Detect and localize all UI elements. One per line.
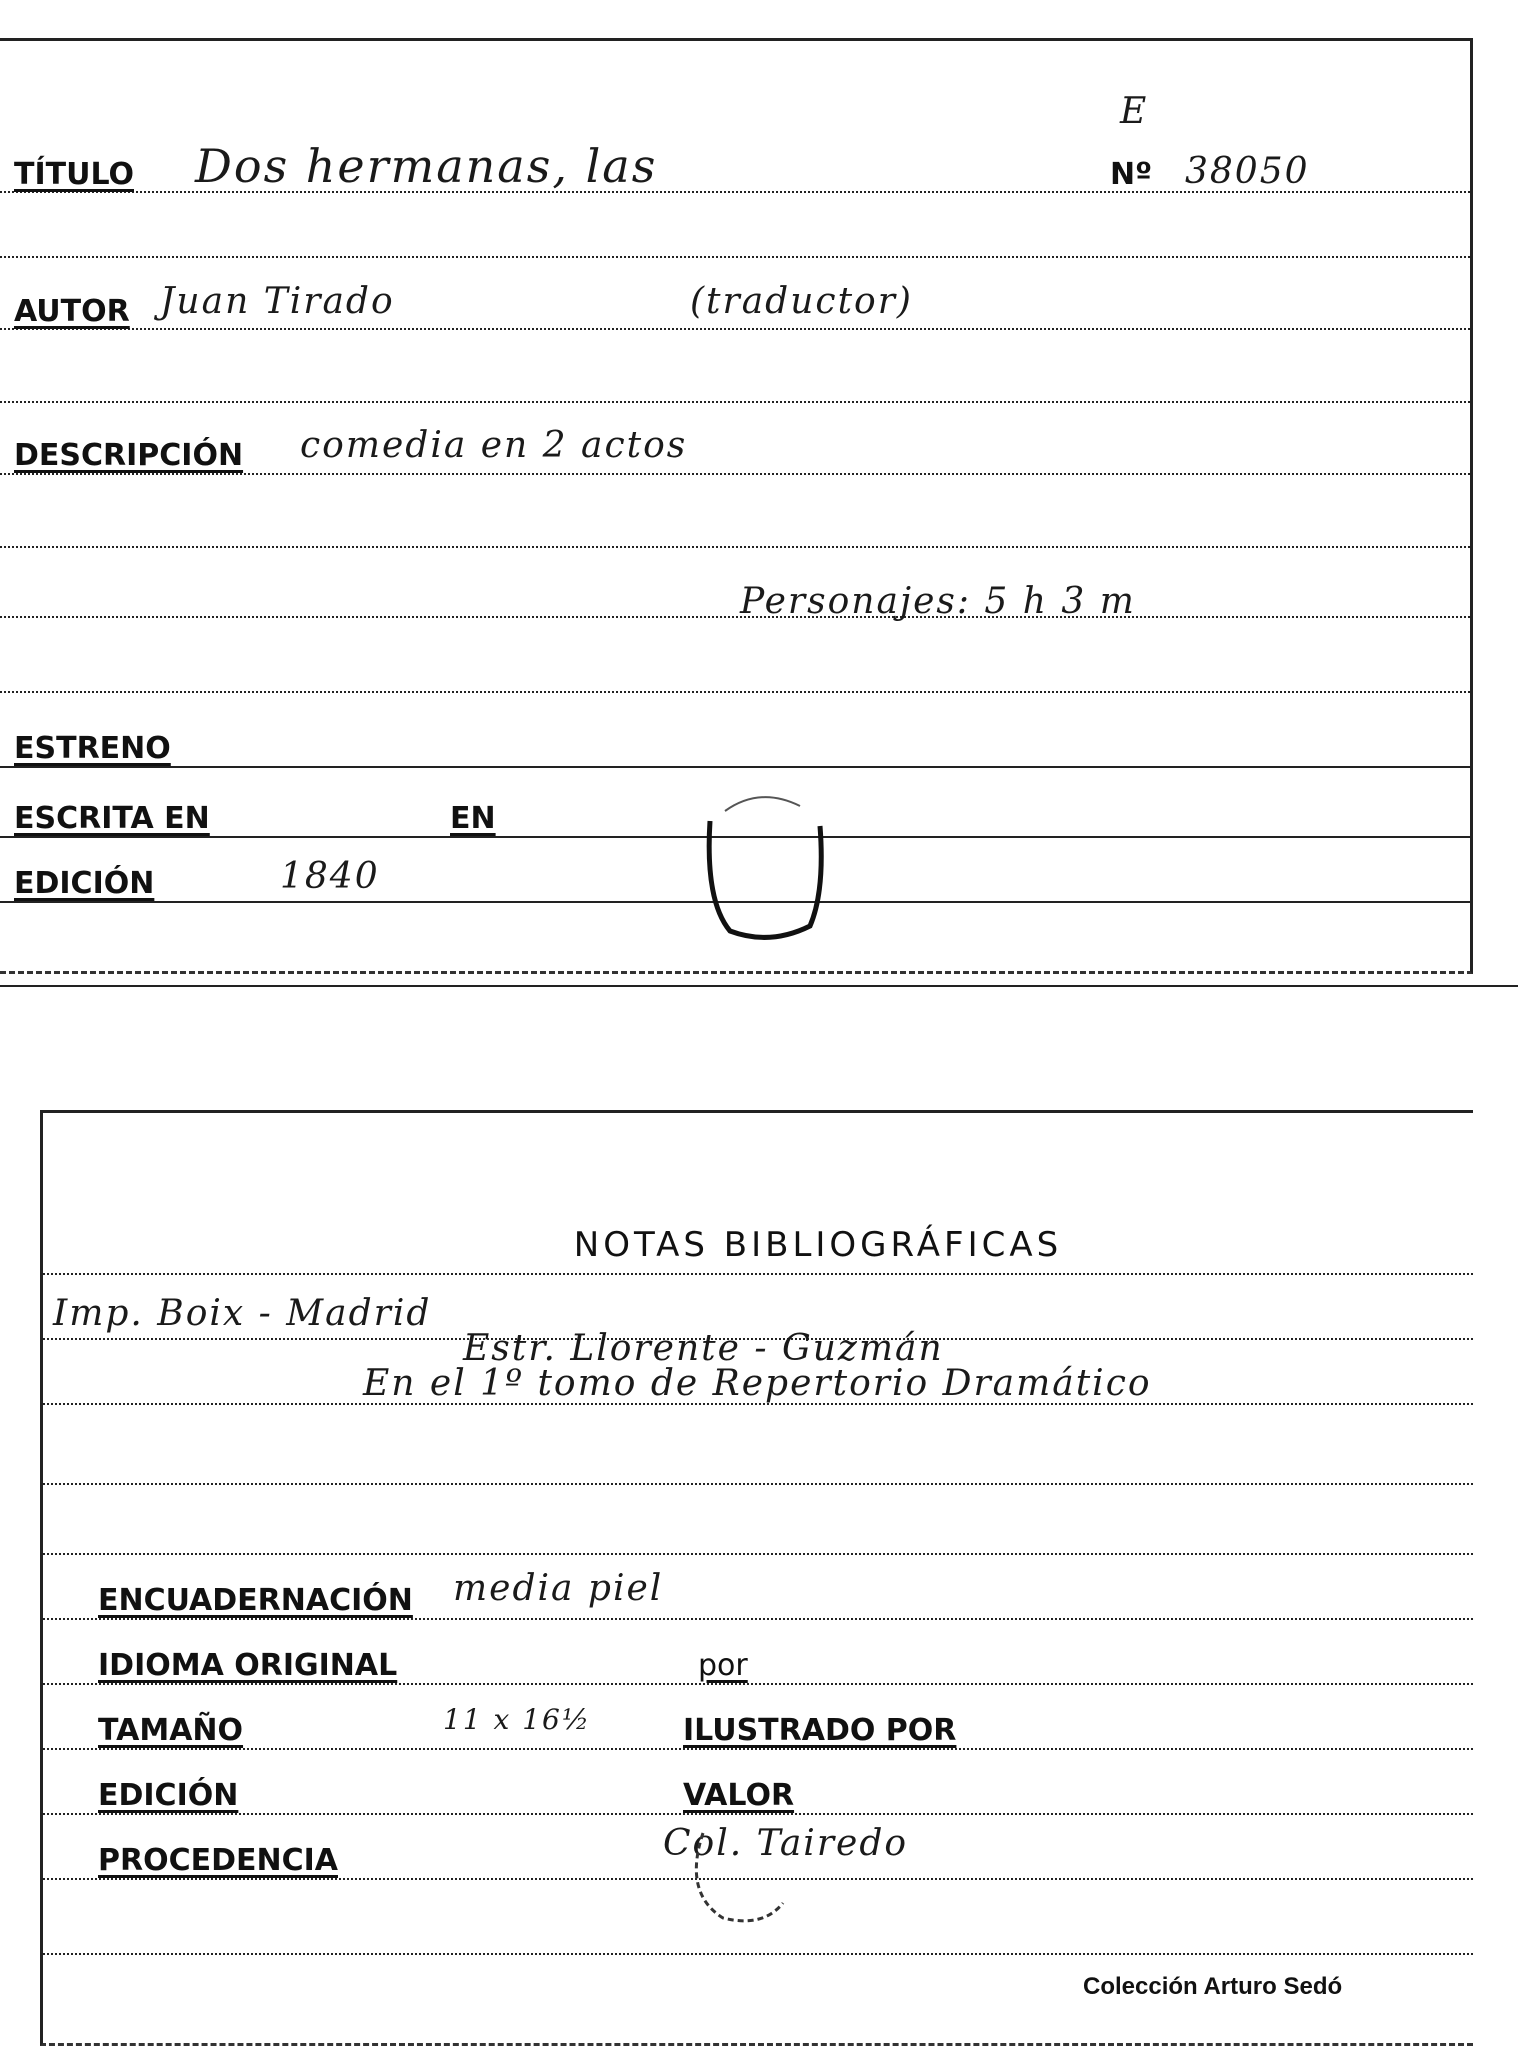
rule	[43, 1483, 1473, 1485]
por-label: por	[698, 1648, 748, 1683]
autor-value: Juan Tirado	[160, 281, 395, 322]
catalog-card-back	[40, 1110, 1473, 2046]
rule	[0, 328, 1470, 330]
autor-role: (traductor)	[690, 281, 913, 322]
tamano-label: TAMAÑO	[98, 1713, 244, 1748]
catalog-mark: E	[1120, 91, 1149, 132]
ilustrado-label: ILUSTRADO POR	[683, 1713, 957, 1748]
autor-label: AUTOR	[14, 294, 130, 329]
punch-hole-mark	[700, 781, 830, 951]
rule	[43, 1553, 1473, 1555]
procedencia-label: PROCEDENCIA	[98, 1843, 338, 1878]
notas-heading: NOTAS BIBLIOGRÁFICAS	[573, 1225, 1063, 1265]
escrita-label: ESCRITA EN	[14, 801, 210, 836]
edicion-value: 1840	[280, 856, 380, 897]
rule	[0, 691, 1470, 693]
rule	[43, 1953, 1473, 1955]
rule	[0, 616, 1470, 618]
rule	[0, 546, 1470, 548]
tamano-value: 11 x 16½	[443, 1703, 591, 1736]
edicion-label: EDICIÓN	[14, 866, 155, 901]
card-divider	[0, 985, 1518, 987]
titulo-label: TÍTULO	[14, 157, 134, 192]
personajes-note: Personajes: 5 h 3 m	[740, 581, 1136, 622]
number-label: Nº	[1110, 157, 1153, 192]
punch-hole-mark	[683, 1803, 803, 1933]
number-value: 38050	[1185, 151, 1310, 192]
rule	[43, 1683, 1473, 1685]
rule	[0, 256, 1470, 258]
catalog-card-front	[0, 38, 1473, 974]
encuadernacion-value: media piel	[453, 1568, 664, 1609]
rule	[0, 401, 1470, 403]
note-line-3: En el 1º tomo de Repertorio Dramático	[363, 1363, 1152, 1404]
valor-label: VALOR	[683, 1778, 795, 1813]
collection-footer: Colección Arturo Sedó	[1083, 1973, 1343, 2000]
note-line-1: Imp. Boix - Madrid	[53, 1293, 432, 1334]
rule	[43, 1748, 1473, 1750]
rule	[0, 473, 1470, 475]
edicion-label-2: EDICIÓN	[98, 1778, 239, 1813]
idioma-label: IDIOMA ORIGINAL	[98, 1648, 398, 1683]
descripcion-value: comedia en 2 actos	[300, 425, 688, 466]
titulo-value: Dos hermanas, las	[195, 139, 658, 193]
rule	[43, 1273, 1473, 1275]
note-line-2: Estr. Llorente - Guzmán	[463, 1328, 944, 1369]
descripcion-label: DESCRIPCIÓN	[14, 438, 244, 473]
encuadernacion-label: ENCUADERNACIÓN	[98, 1583, 413, 1618]
en-label: EN	[450, 801, 496, 836]
procedencia-value: Col. Tairedo	[663, 1823, 909, 1864]
estreno-label: ESTRENO	[14, 731, 171, 766]
rule	[0, 766, 1470, 768]
rule	[43, 1618, 1473, 1620]
